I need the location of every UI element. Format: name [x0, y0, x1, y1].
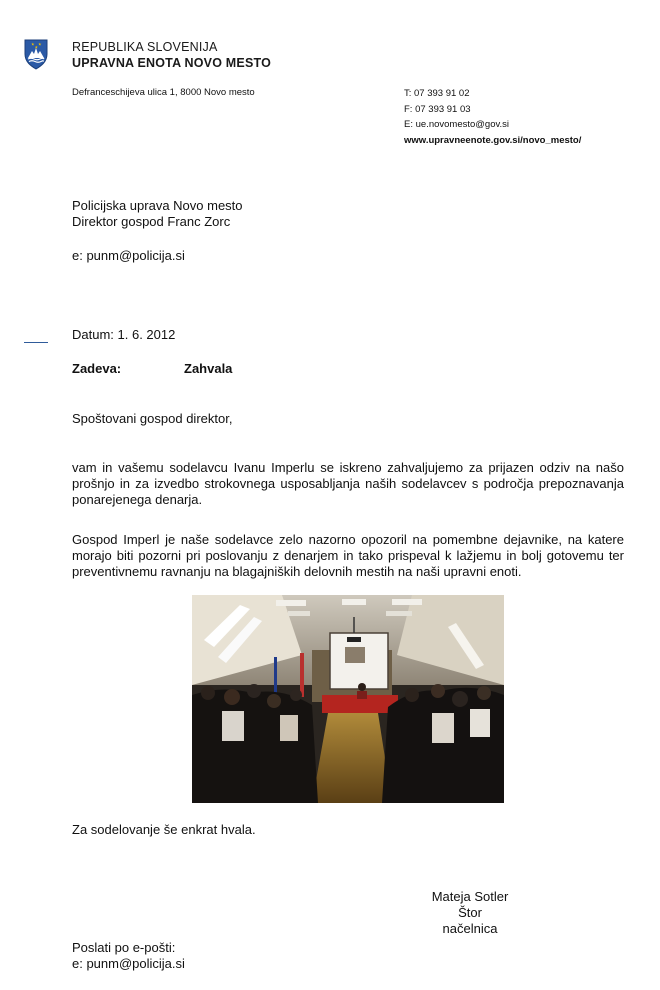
svg-text:★: ★ — [31, 41, 35, 47]
letter-date: Datum: 1. 6. 2012 — [72, 327, 176, 342]
org-name: UPRAVNA ENOTA NOVO MESTO — [72, 56, 272, 70]
contact-website: www.upravneenote.gov.si/novo_mesto/ — [404, 134, 582, 146]
recipient-email: e: punm@policija.si — [72, 248, 185, 263]
sent-by-block — [72, 940, 185, 972]
salutation: Spoštovani gospod direktor, — [72, 411, 233, 426]
training-session-photo — [192, 595, 504, 803]
org-country: REPUBLIKA SLOVENIJA — [72, 40, 218, 54]
recipient-block — [72, 198, 243, 230]
paragraph-2: Gospod Imperl je naše sodelavce zelo nazorno opozoril na pomembne dejavnike, na katere morajo biti pozorni pri poslovanju z denarjem in tako prispeval k lažjemu in bolj gotovemu ter preventivnemu ravnanju na blagajniških delovnih mestih na naši upravni enoti. — [72, 532, 624, 579]
closing-thanks: Za sodelovanje še enkrat hvala. — [72, 822, 256, 837]
contact-fax: F: 07 393 91 03 — [404, 103, 471, 115]
slovenia-coat-of-arms-icon — [23, 38, 49, 70]
svg-text:★: ★ — [38, 41, 42, 47]
subject-value: Zahvala — [184, 361, 233, 376]
recipient-line1: Policijska uprava Novo mesto — [72, 198, 243, 213]
contact-phone: T: 07 393 91 02 — [404, 88, 470, 99]
signer-title: načelnica — [442, 921, 498, 936]
contact-block — [404, 86, 581, 148]
signer-name: Mateja Sotler Štor — [431, 889, 509, 920]
org-address: Defranceschijeva ulica 1, 8000 Novo mesto — [72, 87, 255, 98]
svg-text:★: ★ — [34, 44, 39, 50]
fold-mark — [24, 342, 48, 343]
recipient-line2: Direktor gospod Franc Zorc — [72, 214, 231, 229]
sent-by-label: Poslati po e-pošti: — [72, 940, 176, 955]
signature-block — [418, 889, 522, 937]
paragraph-1: vam in vašemu sodelavcu Ivanu Imperlu se iskreno zahvaljujemo za prijazen odziv na našo prošnjo in za izvedbo strokovnega usposabljanja naših sodelavcev s področja prepoznavanja ponarejenega denarja. — [72, 460, 624, 507]
sent-by-email: e: punm@policija.si — [72, 956, 185, 971]
subject-line — [72, 361, 232, 377]
contact-email: E: ue.novomesto@gov.si — [404, 119, 510, 130]
subject-label: Zadeva: — [72, 361, 122, 376]
